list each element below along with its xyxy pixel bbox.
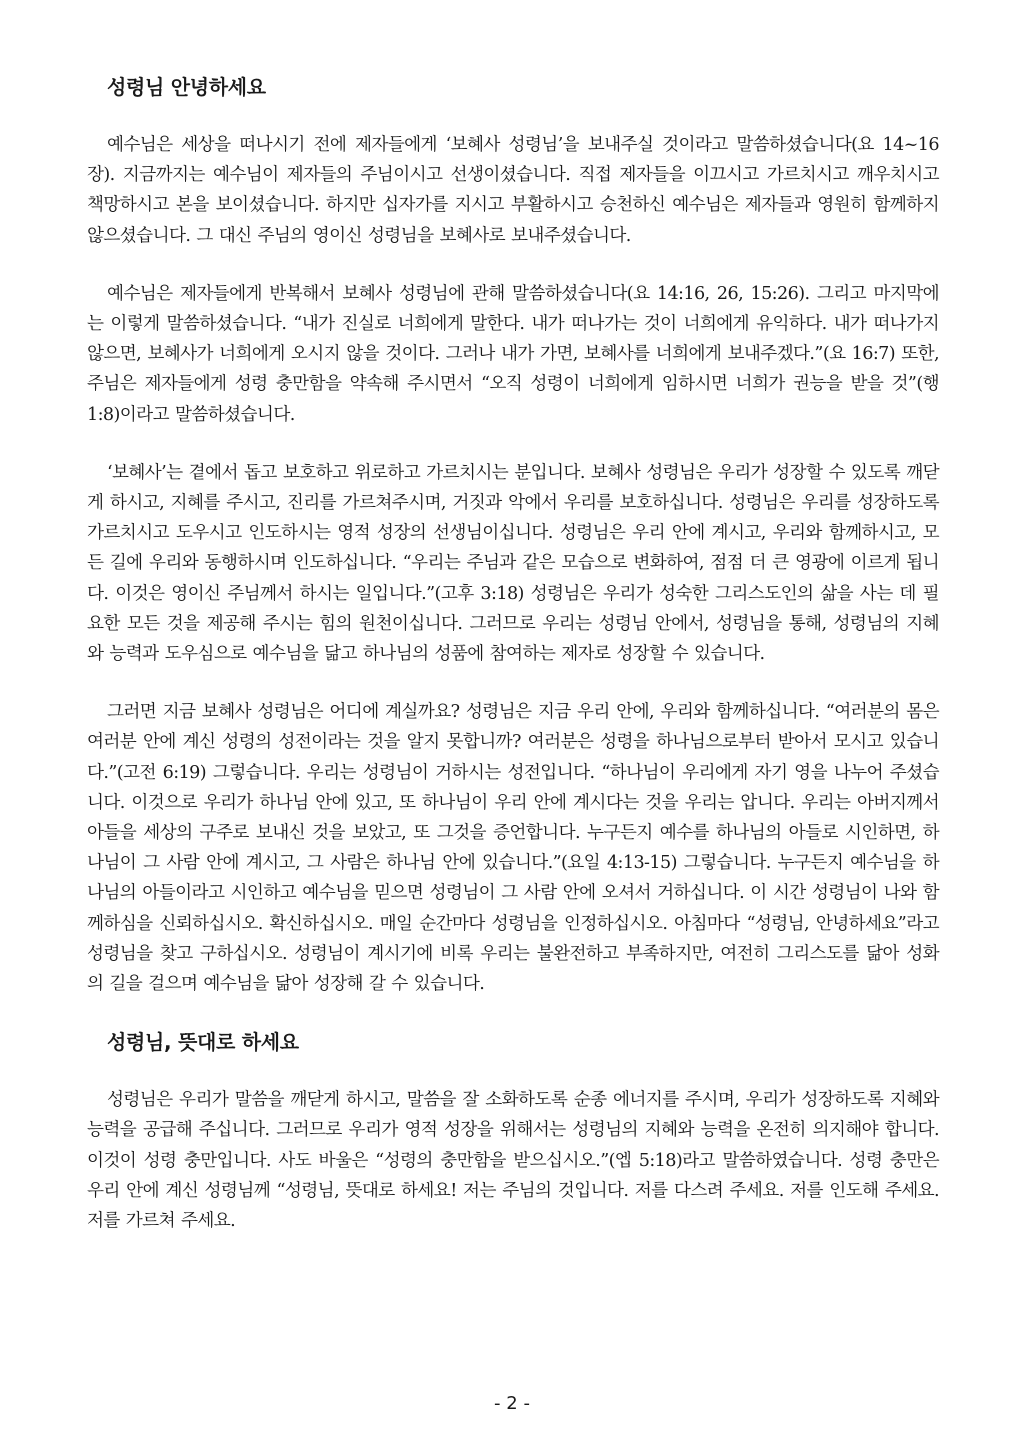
section-heading-as-you-will: 성령님, 뜻대로 하세요 <box>107 1030 299 1055</box>
section-heading-hello-holy-spirit: 성령님 안녕하세요 <box>107 75 266 99</box>
paragraph: 성령님은 우리가 말씀을 깨닫게 하시고, 말씀을 잘 소화하도록 순종 에너지를 주시며, 우리가 성장하도록 지혜와 능력을 공급해 주십니다. 그러므로 우리가 영적 성장을 위해서는 성령님의 지혜와 능력을 온전히 의지해야 합니다. 이것이 성령 충만입니다. 사도 바울은 “성령의 충만함을 받으십시오.”(엡 5:18)라고 말씀하였습니다. 성령 충만은 우리 안에 계신 성령님께 “성령님, 뜻대로 하세요! 저는 주님의 것입니다. 저를 다스려 주세요. 저를 인도해 주세요. 저를 가르쳐 주세요. <box>87 1090 939 1232</box>
paragraph: 그러면 지금 보혜사 성령님은 어디에 계실까요? 성령님은 지금 우리 안에, 우리와 함께하십니다. “여러분의 몸은 여러분 안에 계신 성령의 성전이라는 것을 알지 못합니까? 여러분은 성령을 하나님으로부터 받아서 모시고 있습니다.”(고전 6:19) 그렇습니다. 우리는 성령님이 거하시는 성전입니다. “하나님이 우리에게 자기 영을 나누어 주셨습니다. 이것으로 우리가 하나님 안에 있고, 또 하나님이 우리 안에 계시다는 것을 우리는 압니다. 우리는 아버지께서 아들을 세상의 구주로 보내신 것을 보았고, 또 그것을 증언합니다. 누구든지 예수를 하나님의 아들로 시인하면, 하나님이 그 사람 안에 계시고, 그 사람은 하나님 안에 있습니다.”(요일 4:13-15) 그렇습니다. 누구든지 예수님을 하나님의 아들이라고 시인하고 예수님을 믿으면 성령님이 그 사람 안에 오셔서 거하십니다. 이 시간 성령님이 나와 함께하심을 신뢰하십시오. 확신하십시오. 매일 순간마다 성령님을 인정하십시오. 아침마다 “성령님, 안녕하세요”라고 성령님을 찾고 구하십시오. 성령님이 계시기에 비록 우리는 불완전하고 부족하지만, 여전히 그리스도를 닮아 성화의 길을 걸으며 예수님을 닮아 성장해 갈 수 있습니다. <box>87 702 939 995</box>
document-page <box>87 72 939 1264</box>
paragraph: 예수님은 제자들에게 반복해서 보혜사 성령님에 관해 말씀하셨습니다(요 14:16, 26, 15:26). 그리고 마지막에는 이렇게 말씀하셨습니다. “내가 진실로 너희에게 말한다. 내가 떠나가는 것이 너희에게 유익하다. 내가 떠나가지 않으면, 보혜사가 너희에게 오시지 않을 것이다. 그러나 내가 가면, 보혜사를 너희에게 보내주겠다.”(요 16:7) 또한, 주님은 제자들에게 성령 충만함을 약속해 주시면서 “오직 성령이 너희에게 임하시면 너희가 권능을 받을 것”(행 1:8)이라고 말씀하셨습니다. <box>87 283 939 425</box>
paragraph: ‘보혜사’는 곁에서 돕고 보호하고 위로하고 가르치시는 분입니다. 보혜사 성령님은 우리가 성장할 수 있도록 깨닫게 하시고, 지혜를 주시고, 진리를 가르쳐주시며, 거짓과 악에서 우리를 보호하십니다. 성령님은 우리를 성장하도록 가르치시고 도우시고 인도하시는 영적 성장의 선생님이십니다. 성령님은 우리 안에 계시고, 우리와 함께하시고, 모든 길에 우리와 동행하시며 인도하십니다. “우리는 주님과 같은 모습으로 변화하여, 점점 더 큰 영광에 이르게 됩니다. 이것은 영이신 주님께서 하시는 일입니다.”(고후 3:18) 성령님은 우리가 성숙한 그리스도인의 삶을 사는 데 필요한 모든 것을 제공해 주시는 힘의 원천이십니다. 그러므로 우리는 성령님 안에서, 성령님을 통해, 성령님의 지혜와 능력과 도우심으로 예수님을 닮고 하나님의 성품에 참여하는 제자로 성장할 수 있습니다. <box>87 462 939 665</box>
paragraph: 예수님은 세상을 떠나시기 전에 제자들에게 ‘보혜사 성령님’을 보내주실 것이라고 말씀하셨습니다(요 14~16장). 지금까지는 예수님이 제자들의 주님이시고 선생이셨습니다. 직접 제자들을 이끄시고 가르치시고 깨우치시고 책망하시고 본을 보이셨습니다. 하지만 십자가를 지시고 부활하시고 승천하신 예수님은 제자들과 영원히 함께하지 않으셨습니다. 그 대신 주님의 영이신 성령님을 보혜사로 보내주셨습니다. <box>87 135 939 246</box>
page-number: - 2 - <box>494 1393 530 1414</box>
